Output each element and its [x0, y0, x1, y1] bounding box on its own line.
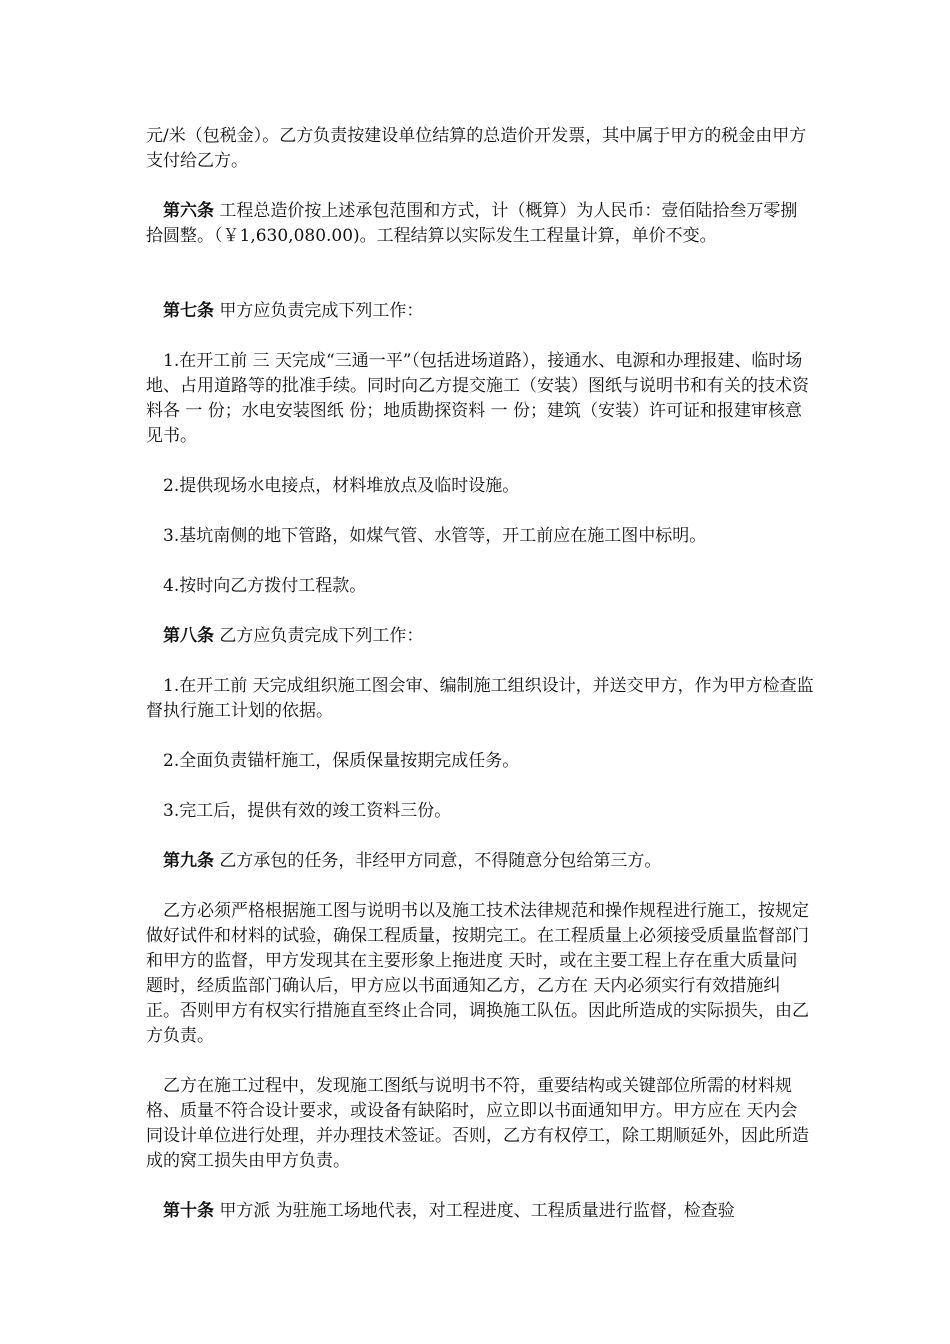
article-8-item-3 [146, 799, 814, 824]
article-9 [146, 849, 814, 874]
paragraph-text: 乙方应负责完成下列工作： [214, 626, 424, 646]
article-8-item-2 [146, 749, 814, 774]
paragraph-text: 2.提供现场水电接点，材料堆放点及临时设施。 [163, 476, 520, 496]
paragraph-tax-payment [146, 124, 814, 174]
paragraph-text: 元/米（包税金）。乙方负责按建设单位结算的总造价开发票，其中属于甲方的税金由甲方支付给乙方。 [146, 126, 807, 171]
article-heading: 第八条 [163, 626, 214, 646]
paragraph-text: 3.基坑南侧的地下管路，如煤气管、水管等，开工前应在施工图中标明。 [163, 526, 707, 546]
paragraph-text: 2.全面负责锚杆施工，保质保量按期完成任务。 [163, 751, 520, 771]
article-8-item-1 [146, 674, 814, 724]
article-7-item-1 [146, 349, 814, 449]
article-9-quality-clause [146, 899, 814, 1049]
paragraph-text: 工程总造价按上述承包范围和方式，计（概算）为人民币：壹佰陆拾叁万零捌拾圆整。（￥1,630,080.00)。工程结算以实际发生工程量计算，单价不变。 [146, 201, 798, 246]
article-6 [146, 199, 814, 249]
article-7-item-4 [146, 574, 814, 599]
paragraph-text: 甲方派 为驻施工场地代表，对工程进度、工程质量进行监督，检查验 [214, 1201, 735, 1221]
paragraph-text: 3.完工后，提供有效的竣工资料三份。 [163, 801, 452, 821]
paragraph-text: 1.在开工前 天完成组织施工图会审、编制施工组织设计，并送交甲方，作为甲方检查监督执行施工计划的依据。 [146, 676, 814, 721]
article-7-item-2 [146, 474, 814, 499]
article-7-item-3 [146, 524, 814, 549]
paragraph-text: 1.在开工前 三 天完成“三通一平”（包括进场道路），接通水、电源和办理报建、临时场地、占用道路等的批准手续。同时向乙方提交施工（安装）图纸与说明书和有关的技术资料各 一 份；水电安装图纸 份；地质勘探资料 一 份；建筑（安装）许可证和报建审核意见书。 [146, 351, 809, 446]
article-10 [146, 1199, 814, 1224]
article-heading: 第六条 [163, 201, 214, 221]
article-heading: 第七条 [163, 301, 214, 321]
article-7 [146, 299, 814, 324]
article-heading: 第九条 [163, 851, 214, 871]
paragraph-text: 乙方在施工过程中，发现施工图纸与说明书不符，重要结构或关键部位所需的材料规格、质量不符合设计要求，或设备有缺陷时，应立即以书面通知甲方。甲方应在 天内会同设计单位进行处理，并办理技术签证。否则，乙方有权停工，除工期顺延外，因此所造成的窝工损失由甲方负责。 [146, 1076, 809, 1171]
article-heading: 第十条 [163, 1201, 214, 1221]
paragraph-text: 甲方应负责完成下列工作： [214, 301, 424, 321]
article-8 [146, 624, 814, 649]
article-9-drawing-discrepancy-clause [146, 1074, 814, 1174]
paragraph-text: 乙方承包的任务，非经甲方同意，不得随意分包给第三方。 [214, 851, 662, 871]
paragraph-text: 乙方必须严格根据施工图与说明书以及施工技术法律规范和操作规程进行施工，按规定做好试件和材料的试验，确保工程质量，按期完工。在工程质量上必须接受质量监督部门和甲方的监督，甲方发现其在主要形象上拖进度 天时，或在主要工程上存在重大质量问题时，经质监部门确认后，甲方应以书面通知乙方，乙方在 天内必须实行有效措施纠正。否则甲方有权实行措施直至终止合同，调换施工队伍。因此所造成的实际损失，由乙方负责。 [146, 901, 809, 1046]
paragraph-text: 4.按时向乙方拨付工程款。 [163, 576, 367, 596]
